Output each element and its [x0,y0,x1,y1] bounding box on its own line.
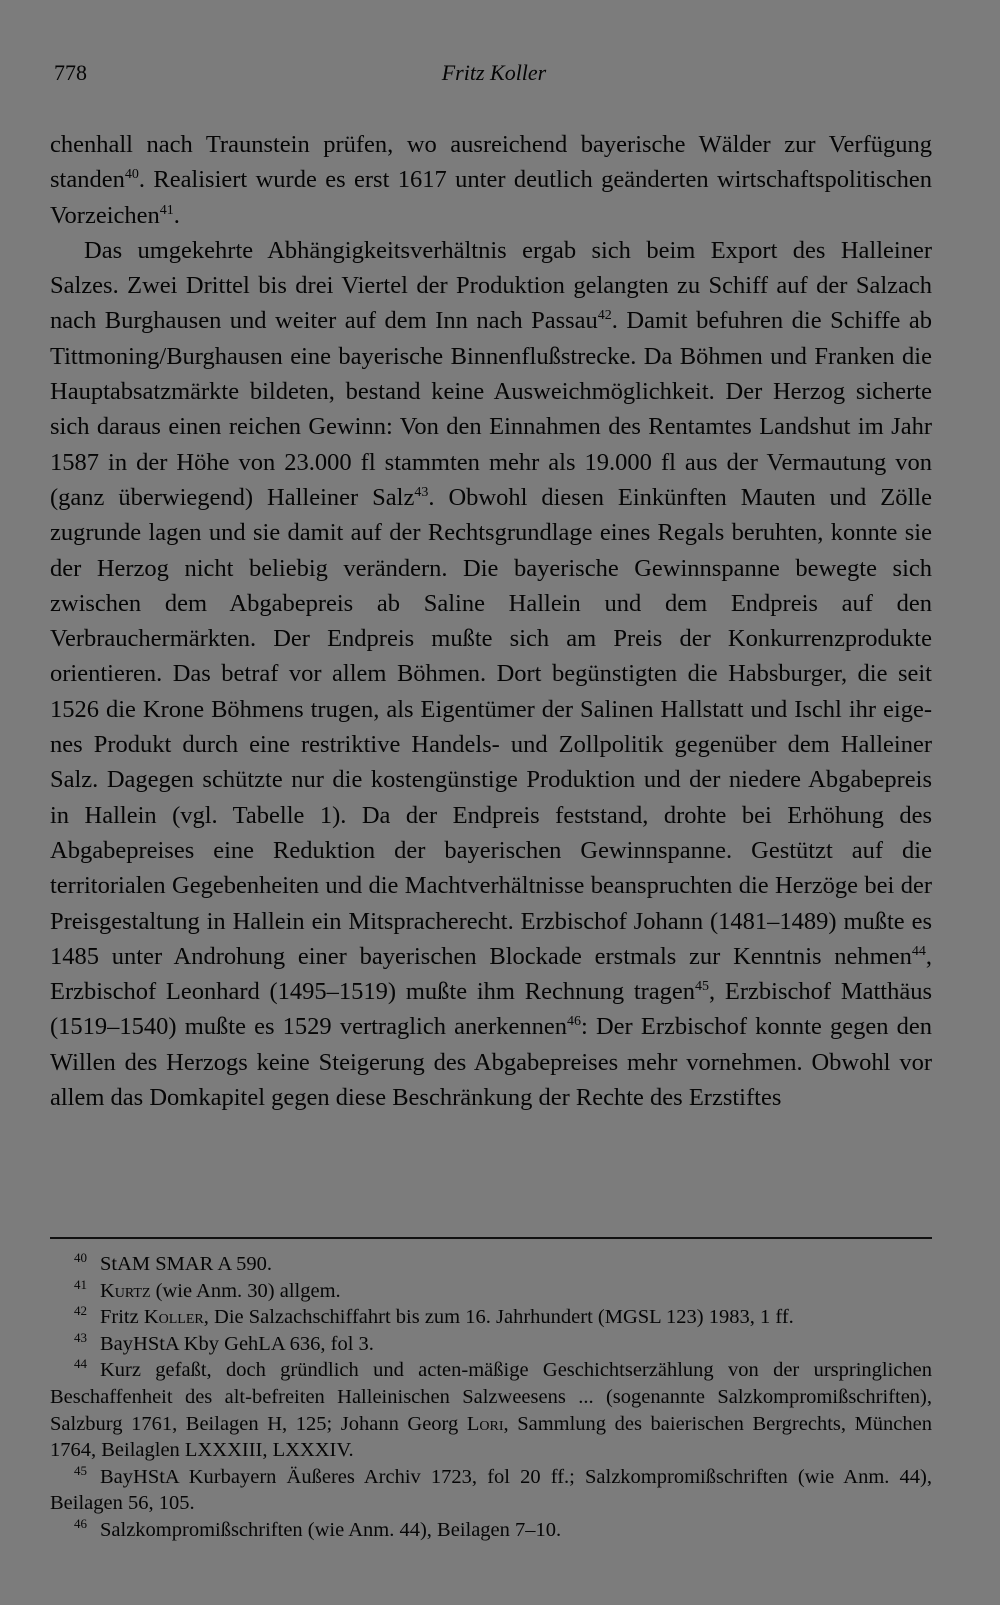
text-run: , Erzbischof Matthäus (1519–1540) mußte es 1529 vertraglich anerkennen [50,978,932,1041]
paragraph [50,233,932,1115]
footnote-42: 42 Fritz Koller, Die Salzachschiffahrt bis zum 16. Jahrhundert (MGSL 123) 1983, 1 ff. [74,1303,794,1329]
footnote-ref-43: 43 [414,484,429,500]
text-run: . Realisiert wurde es erst 1617 unter deutlich geänderten wirtschaftspolitischen Vorzeichen [50,166,932,229]
footnote-ref-46: 46 [567,1014,582,1030]
footnote-ref-44: 44 [911,943,926,959]
text-run: : Der Erzbischof konnte gegen den Willen des Herzogs keine Steigerung des Abgabepreises mehr vornehmen. Obwohl vor allem das Domkapitel gegen diese Beschränkung der Rechte des Erzstiftes [50,1013,932,1112]
footnote-43: 43 BayHStA Kby GehLA 636, fol 3. [74,1329,374,1355]
text-run: chenhall nach Traunstein prüfen, wo ausreichend bayerische Wälder zur Verfügung standen [50,131,932,194]
footnote-ref-45: 45 [695,979,710,995]
footnote-text: BayHStA Kby GehLA 636, fol 3. [100,1332,374,1355]
page-number: 778 [54,60,87,85]
footnote-divider [50,1237,932,1239]
running-head [54,60,934,90]
footnotes [50,1251,932,1544]
footnote-text: Salzkompromißschriften (wie Anm. 44), Beilagen 7–10. [100,1518,562,1541]
footnote-ref-41: 41 [159,202,174,218]
author-name: Koller [143,1306,204,1329]
footnote-41: 41 Kurtz (wie Anm. 30) allgem. [74,1276,341,1302]
footnote-text: BayHStA Kurbayern Äußeres Archiv 1723, fol 20 ff.; Salzkompromißschriften (wie Anm. 44), Beilagen 56, 105. [50,1465,932,1515]
footnote-text: Kurz gefaßt, doch gründlich und acten-mäßige Geschichtserzählung von der urspringlichen Beschaffenheit des alt-befreiten Halleinischen Salzweesens ... (sogenannte Salzkompromißschriften), Salzburg 1761, Beilagen H, 125; Johann Georg [50,1359,932,1435]
author-name: Lori [466,1412,504,1435]
footnote-ref-42: 42 [597,308,612,324]
footnote-46: 46 Salzkompromißschriften (wie Anm. 44), Beilagen 7–10. [74,1515,562,1541]
footnote-text: StAM SMAR A 590. [100,1253,273,1275]
footnote-ref-40: 40 [124,167,139,183]
body-text [50,127,932,1115]
text-run: . Obwohl diesen Einkünften Mauten und Zölle zugrunde lagen und sie damit auf der Rechtsgrundlage eines Regals beruhten, konnte sie der Herzog nicht beliebig verändern. Die bayerische Gewinnspanne bewegte sich zwischen dem Abgabepreis ab Saline Hallein und dem Endpreis auf den Verbrauchermärkten. Der Endpreis mußte sich am Preis der Konkurrenzprodukte orientieren. Das betraf vor allem Böhmen. Dort begünstigten die Habsburger, die seit 1526 die Krone Böhmens trugen, als Eigentümer der Salinen Hallstatt und Ischl ihr eigenes Produkt durch eine restriktive Handels- und Zollpolitik gegenüber dem Halleiner Salz. Dagegen schützte nur die kostengünstige Produktion und der niedere Abgabepreis in Hallein (vgl. Tabelle 1). Da der Endpreis feststand, drohte bei Erhöhung des Abgabepreises eine Reduktion der bayerischen Gewinnspanne. Gestützt auf die territorialen Gegebenheiten und die Machtverhältnisse beanspruchten die Herzöge bei der Preisgestaltung in Hallein ein Mitspracherecht. Erzbischof Johann (1481–1489) mußte es 1485 unter Androhung einer bayerischen Blockade erstmals zur Kenntnis nehmen [50,483,932,970]
paragraph-continued [50,127,932,233]
footnote-text: (wie Anm. 30) allgem. [150,1279,341,1302]
footnote-45: 45 BayHStA Kurbayern Äußeres Archiv 1723, fol 20 ff.; Salzkompromißschriften (wie Anm. 44), Beilagen 56, 105. [50,1462,932,1515]
footnote-40: 40 StAM SMAR A 590. [74,1250,273,1275]
text-run: . Damit befuhren die Schiffe ab Tittmoning/Burghausen eine bayerische Binnenflußstrecke. Da Böhmen und Franken die Hauptabsatzmärkte bildeten, bestand keine Ausweichmöglichkeit. Der Herzog sicherte sich daraus einen reichen Gewinn: Von den Einnahmen des Rentamtes Landshut im Jahr 1587 in der Höhe von 23.000 fl stammten mehr als 19.000 fl aus der Vermautung von (ganz überwiegend) Halleiner Salz [50,307,932,511]
text-run: Das umgekehrte Abhängigkeitsverhältnis ergab sich beim Export des Halleiner Salzes. Zwei Drittel bis drei Viertel der Produktion gelangten zu Schiff auf der Salzach nach Burghausen und weiter auf dem Inn nach Passau [50,236,932,335]
footnote-text: Fritz [100,1306,144,1329]
text-run: . [173,201,180,229]
text-run: , Erzbischof Leonhard (1495–1519) mußte ihm Rechnung tragen [50,942,932,1006]
running-head-author: Fritz Koller [441,60,547,85]
footnote-text: , Die Salzachschiffahrt bis zum 16. Jahrhundert (MGSL 123) 1983, 1 ff. [203,1306,794,1329]
footnote-44: 44 Kurz gefaßt, doch gründlich und acten-mäßige Geschichtserzählung von der urspringlichen Beschaffenheit des alt-befreiten Halleinischen Salzweesens ... (sogenannte Salzkompromißschriften), Salzburg 1761, Beilagen H, 125; Johann Georg Lori, Sammlung des baierischen Bergrechts, München 1764, Beilaglen LXXXIII, LXXXIV. [50,1356,932,1462]
footnote-text: , Sammlung des baierischen Bergrechts, München 1764, Beilaglen LXXXIII, LXXXIV. [50,1412,932,1462]
author-name: Kurtz [100,1279,151,1302]
